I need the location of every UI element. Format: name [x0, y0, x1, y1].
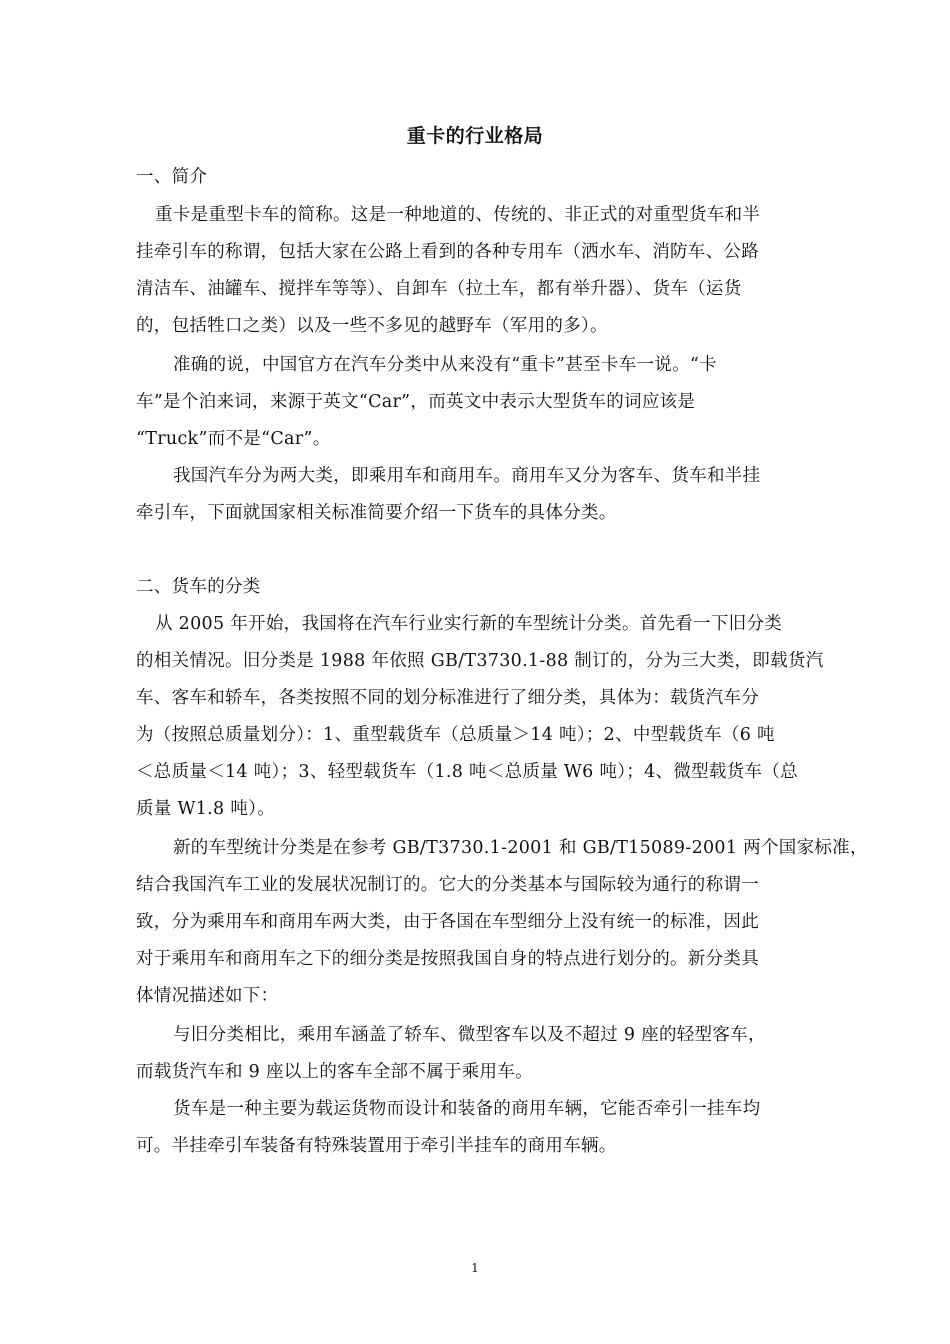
page-title: 重卡的行业格局 [406, 125, 544, 147]
paragraph-line: 我国汽车分为两大类，即乘用车和商用车。商用车又分为客车、货车和半挂 [173, 466, 761, 486]
paragraph-line: 结合我国汽车工业的发展状况制订的。它大的分类基本与国际较为通行的称谓一 [136, 875, 759, 895]
paragraph-line: 体情况描述如下： [136, 986, 279, 1006]
paragraph-line: 的，包括牲口之类）以及一些不多见的越野车（军用的多）。 [136, 316, 608, 336]
paragraph-line: 的相关情况。旧分类是 1988 年依照 GB/T3730.1-88 制订的，分为三大类，即载货汽 [136, 651, 824, 671]
paragraph-line: 而载货汽车和 9 座以上的客车全部不属于乘用车。 [136, 1062, 533, 1082]
paragraph-line: 重卡是重型卡车的简称。这是一种地道的、传统的、非正式的对重型货车和半 [155, 205, 761, 225]
section-heading: 一、简介 [136, 167, 208, 187]
page-number: 1 [471, 1261, 479, 1275]
paragraph-line: 与旧分类相比，乘用车涵盖了轿车、微型客车以及不超过 9 座的轻型客车， [173, 1025, 766, 1045]
paragraph-line: 新的车型统计分类是在参考 GB/T3730.1-2001 和 GB/T15089-2001 两个国家标准， [173, 838, 868, 858]
paragraph-line: 货车是一种主要为载运货物而设计和装备的商用车辆，它能否牵引一挂车均 [173, 1099, 761, 1119]
paragraph-line: 准确的说，中国官方在汽车分类中从来没有“重卡”甚至卡车一说。“卡 [173, 355, 717, 375]
paragraph-line: 从 2005 年开始，我国将在汽车行业实行新的车型统计分类。首先看一下旧分类 [155, 614, 783, 634]
paragraph-line: 为（按照总质量划分）：1、重型载货车（总质量＞14 吨）；2、中型载货车（6 吨 [136, 725, 775, 745]
paragraph-line: 车”是个泊来词，来源于英文“Car”，而英文中表示大型货车的词应该是 [136, 392, 696, 412]
paragraph-line: 致，分为乘用车和商用车两大类，由于各国在车型细分上没有统一的标准，因此 [136, 912, 759, 932]
paragraph-line: 质量 W1.8 吨）。 [136, 799, 275, 819]
paragraph-line: ＜总质量＜14 吨）；3、轻型载货车（1.8 吨＜总质量 W6 吨）；4、微型载货车（总 [136, 762, 798, 782]
paragraph-line: 可。半挂牵引车装备有特殊装置用于牵引半挂车的商用车辆。 [136, 1136, 617, 1156]
paragraph-line: 车、客车和轿车，各类按照不同的划分标准进行了细分类，具体为：载货汽车分 [136, 688, 759, 708]
section-heading: 二、货车的分类 [136, 577, 261, 597]
paragraph-line: 对于乘用车和商用车之下的细分类是按照我国自身的特点进行划分的。新分类具 [136, 949, 759, 969]
paragraph-line: “Truck”而不是“Car”。 [136, 429, 331, 449]
paragraph-line: 牵引车，下面就国家相关标准简要介绍一下货车的具体分类。 [136, 503, 617, 523]
paragraph-line: 挂牵引车的称谓，包括大家在公路上看到的各种专用车（洒水车、消防车、公路 [136, 242, 759, 262]
paragraph-line: 清洁车、油罐车、搅拌车等等）、自卸车（拉土车，都有举升器）、货车（运货 [136, 279, 742, 299]
